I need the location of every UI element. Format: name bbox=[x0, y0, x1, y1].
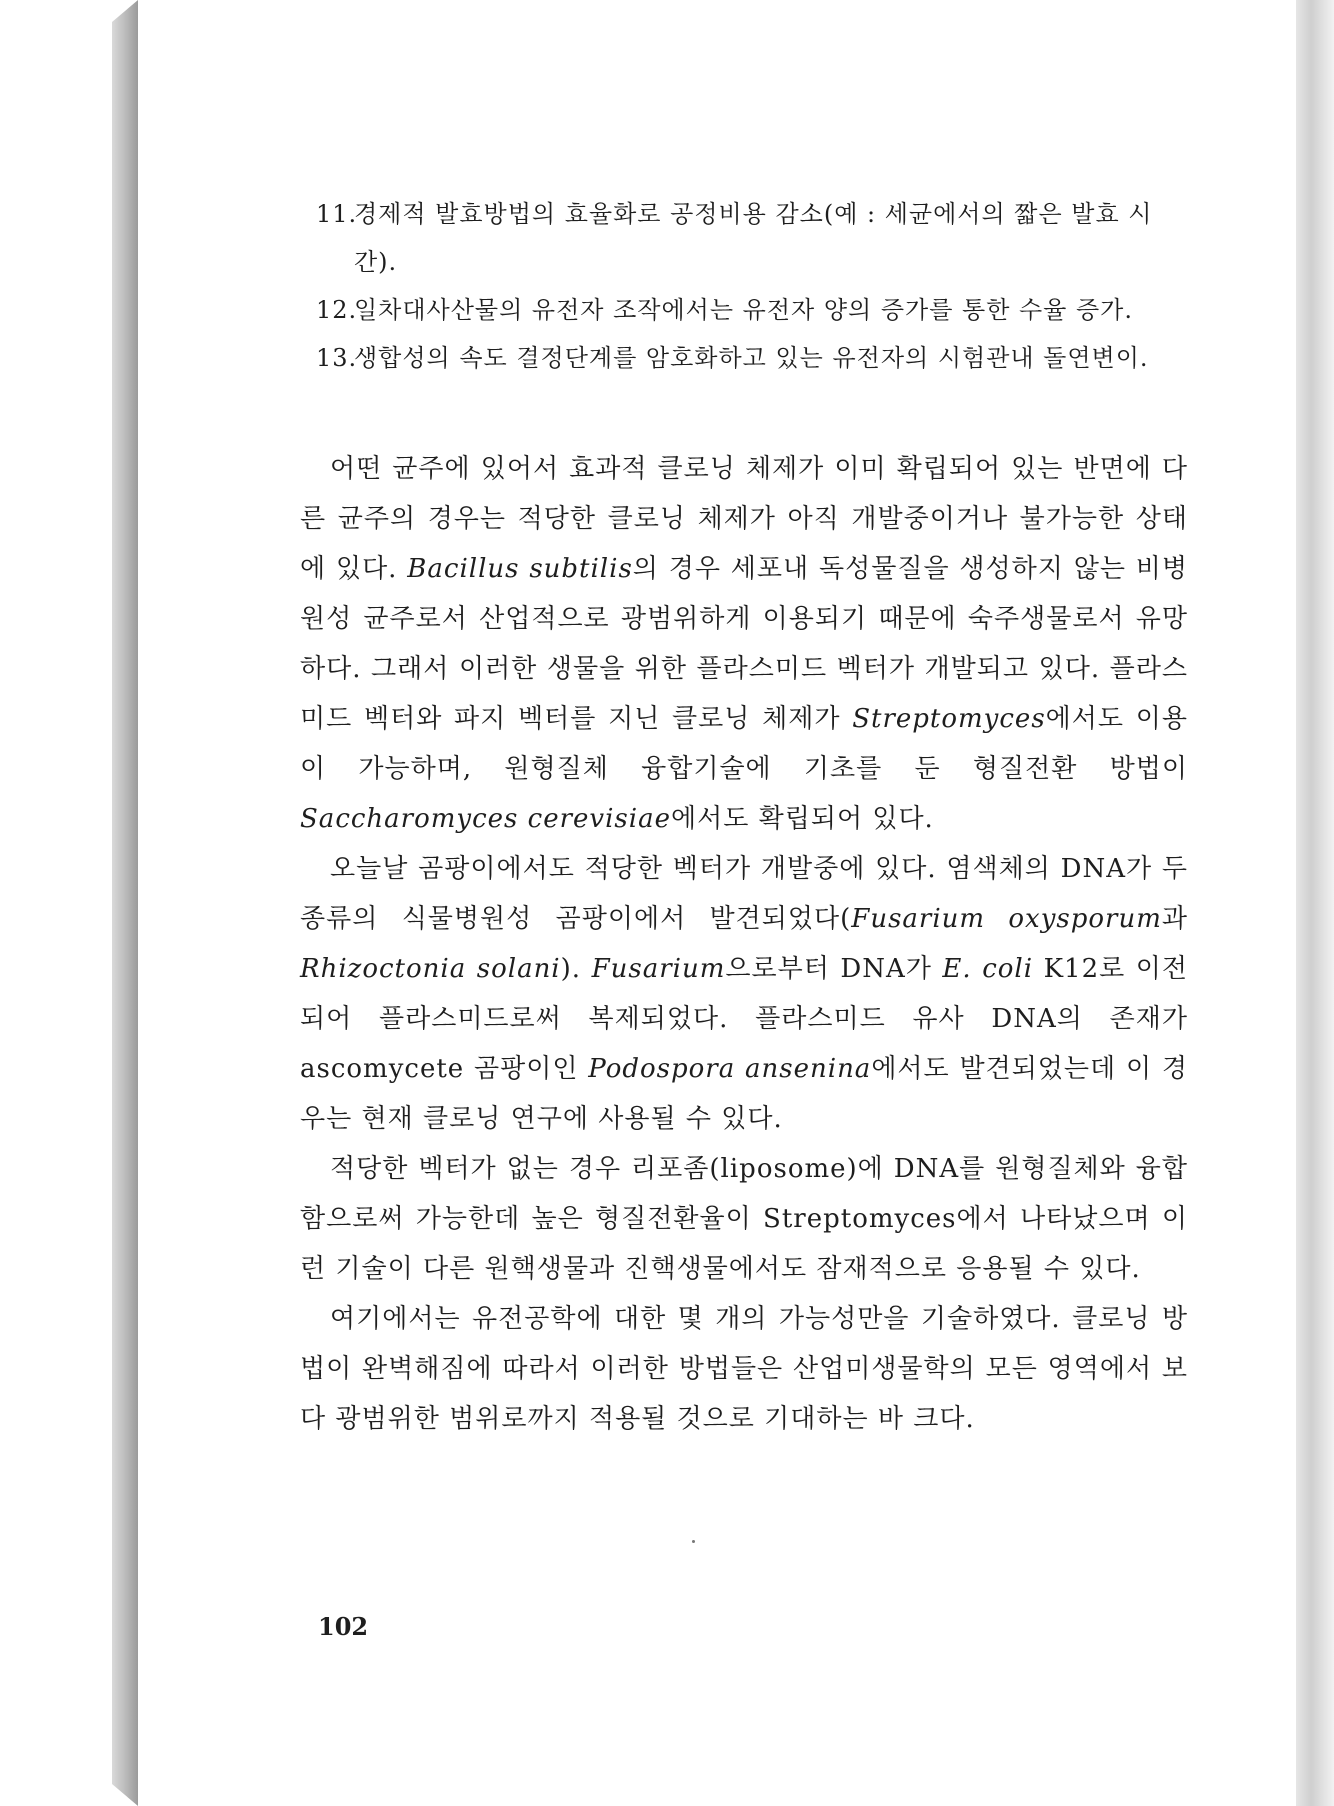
species-name: Streptomyces bbox=[852, 704, 1046, 734]
species-name: Fusarium bbox=[591, 954, 726, 984]
species-name: Fusarium oxysporum bbox=[851, 904, 1162, 934]
species-name: E. coli bbox=[942, 954, 1034, 984]
paragraph-liposome: 적당한 벡터가 없는 경우 리포좀(liposome)에 DNA를 원형질체와 융합함으로써 가능한데 높은 형질전환율이 Streptomyces에서 나타났으며 이런 기술이 다른 원핵생물과 진핵생물에서도 잠재적으로 응용될 수 있다. bbox=[300, 1154, 1188, 1284]
list-item-text: 생합성의 속도 결정단계를 암호화하고 있는 유전자의 시험관내 돌연변이. bbox=[354, 344, 1149, 372]
list-item-text: 경제적 발효방법의 효율화로 공정비용 감소(예 : 세균에서의 짧은 발효 시간). bbox=[354, 200, 1153, 276]
list-item bbox=[300, 334, 1188, 382]
paragraph-fungal-vectors: 오늘날 곰팡이에서도 적당한 벡터가 개발중에 있다. 염색체의 DNA가 두 종류의 식물병원성 곰팡이에서 발견되었다(Fusarium oxysporum과 Rhizoctonia solani). Fusarium으로부터 DNA가 E. coli K12로 이전되어 플라스미드로써 복제되었다. 플라스미드 유사 DNA의 존재가 ascomycete 곰팡이인 Podospora ansenina에서도 발견되었는데 이 경우는 현재 클로닝 연구에 사용될 수 있다. bbox=[300, 854, 1189, 1134]
paragraph-cloning-systems: 어떤 균주에 있어서 효과적 클로닝 체제가 이미 확립되어 있는 반면에 다른 균주의 경우는 적당한 클로닝 체제가 아직 개발중이거나 불가능한 상태에 있다. Bacillus subtilis의 경우 세포내 독성물질을 생성하지 않는 비병원성 균주로서 산업적으로 광범위하게 이용되기 때문에 숙주생물로서 유망하다. 그래서 이러한 생물을 위한 플라스미드 벡터가 개발되고 있다. 플라스미드 벡터와 파지 벡터를 지닌 클로닝 체제가 Streptomyces에서도 이용이 가능하며, 원형질체 융합기술에 기초를 둔 형질전환 방법이 Saccharomyces cerevisiae에서도 확립되어 있다. bbox=[300, 454, 1188, 834]
book-edge-top-corner bbox=[112, 0, 138, 22]
list-item bbox=[300, 190, 1188, 286]
list-item-number: 12. bbox=[316, 296, 358, 324]
book-edge-bottom-corner bbox=[112, 1784, 138, 1806]
list-item-number: 13. bbox=[316, 344, 358, 372]
list-item bbox=[300, 286, 1188, 334]
paragraph-conclusion: 여기에서는 유전공학에 대한 몇 개의 가능성만을 기술하였다. 클로닝 방법이 완벽해짐에 따라서 이러한 방법들은 산업미생물학의 모든 영역에서 보다 광범위한 범위로까지 적용될 것으로 기대하는 바 크다. bbox=[300, 1304, 1188, 1434]
species-name: Rhizoctonia solani bbox=[300, 954, 561, 984]
species-name: Saccharomyces cerevisiae bbox=[300, 804, 671, 834]
book-edge bbox=[112, 0, 138, 1806]
species-name: Bacillus subtilis bbox=[407, 554, 633, 584]
list-item-text: 일차대사산물의 유전자 조작에서는 유전자 양의 증가를 통한 수율 증가. bbox=[354, 296, 1133, 324]
page-number: 102 bbox=[318, 1612, 369, 1641]
right-page-shadow bbox=[1296, 0, 1334, 1806]
scan-speck bbox=[692, 1540, 695, 1543]
page-content bbox=[300, 190, 1188, 1444]
list-item-number: 11. bbox=[316, 200, 358, 228]
species-name: Podospora ansenina bbox=[588, 1054, 872, 1084]
